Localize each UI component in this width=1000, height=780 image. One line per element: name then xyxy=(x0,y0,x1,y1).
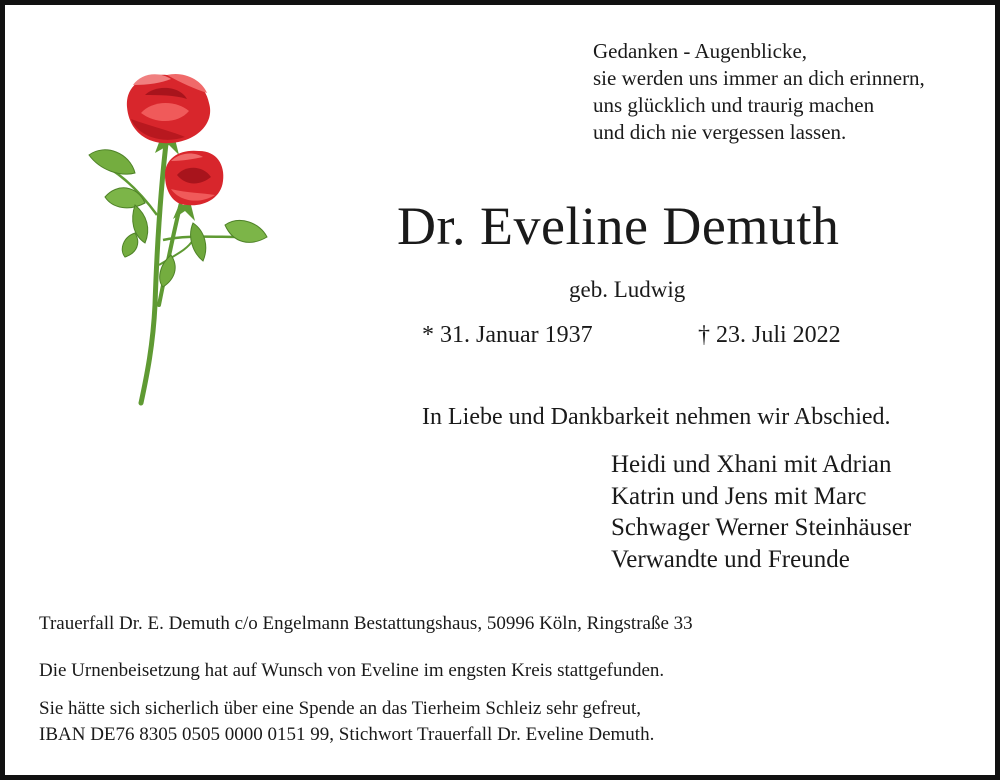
poem-line: und dich nie vergessen lassen. xyxy=(593,120,847,144)
mourners-list xyxy=(611,449,911,575)
farewell-text: In Liebe und Dankbarkeit nehmen wir Abschied. xyxy=(422,404,891,430)
mourner-entry: Schwager Werner Steinhäuser xyxy=(611,514,912,541)
poem-line: sie werden uns immer an dich erinnern, xyxy=(593,66,925,90)
poem-line: uns glücklich und traurig machen xyxy=(593,93,875,117)
poem-line: Gedanken - Augenblicke, xyxy=(593,39,808,63)
rose-icon xyxy=(75,65,275,410)
death-date: † 23. Juli 2022 xyxy=(698,322,841,348)
mourner-entry: Heidi und Xhani mit Adrian xyxy=(611,451,892,478)
donation-line: IBAN DE76 8305 0505 0000 0151 99, Stichwort Trauerfall Dr. Eveline Demuth. xyxy=(39,724,655,745)
mourner-entry: Verwandte und Freunde xyxy=(611,545,850,573)
donation-note xyxy=(39,696,654,748)
mourner-entry: Katrin und Jens mit Marc xyxy=(611,482,867,510)
birth-date: * 31. Januar 1937 xyxy=(422,322,593,348)
donation-line: Sie hätte sich sicherlich über eine Spende an das Tierheim Schleiz sehr gefreut, xyxy=(39,698,642,719)
memorial-poem xyxy=(593,38,925,146)
deceased-name: Dr. Eveline Demuth xyxy=(397,196,840,256)
contact-address: Trauerfall Dr. E. Demuth c/o Engelmann Bestattungshaus, 50996 Köln, Ringstraße 33 xyxy=(39,613,693,634)
burial-note: Die Urnenbeisetzung hat auf Wunsch von Eveline im engsten Kreis stattgefunden. xyxy=(39,660,665,681)
maiden-name: geb. Ludwig xyxy=(569,277,686,302)
